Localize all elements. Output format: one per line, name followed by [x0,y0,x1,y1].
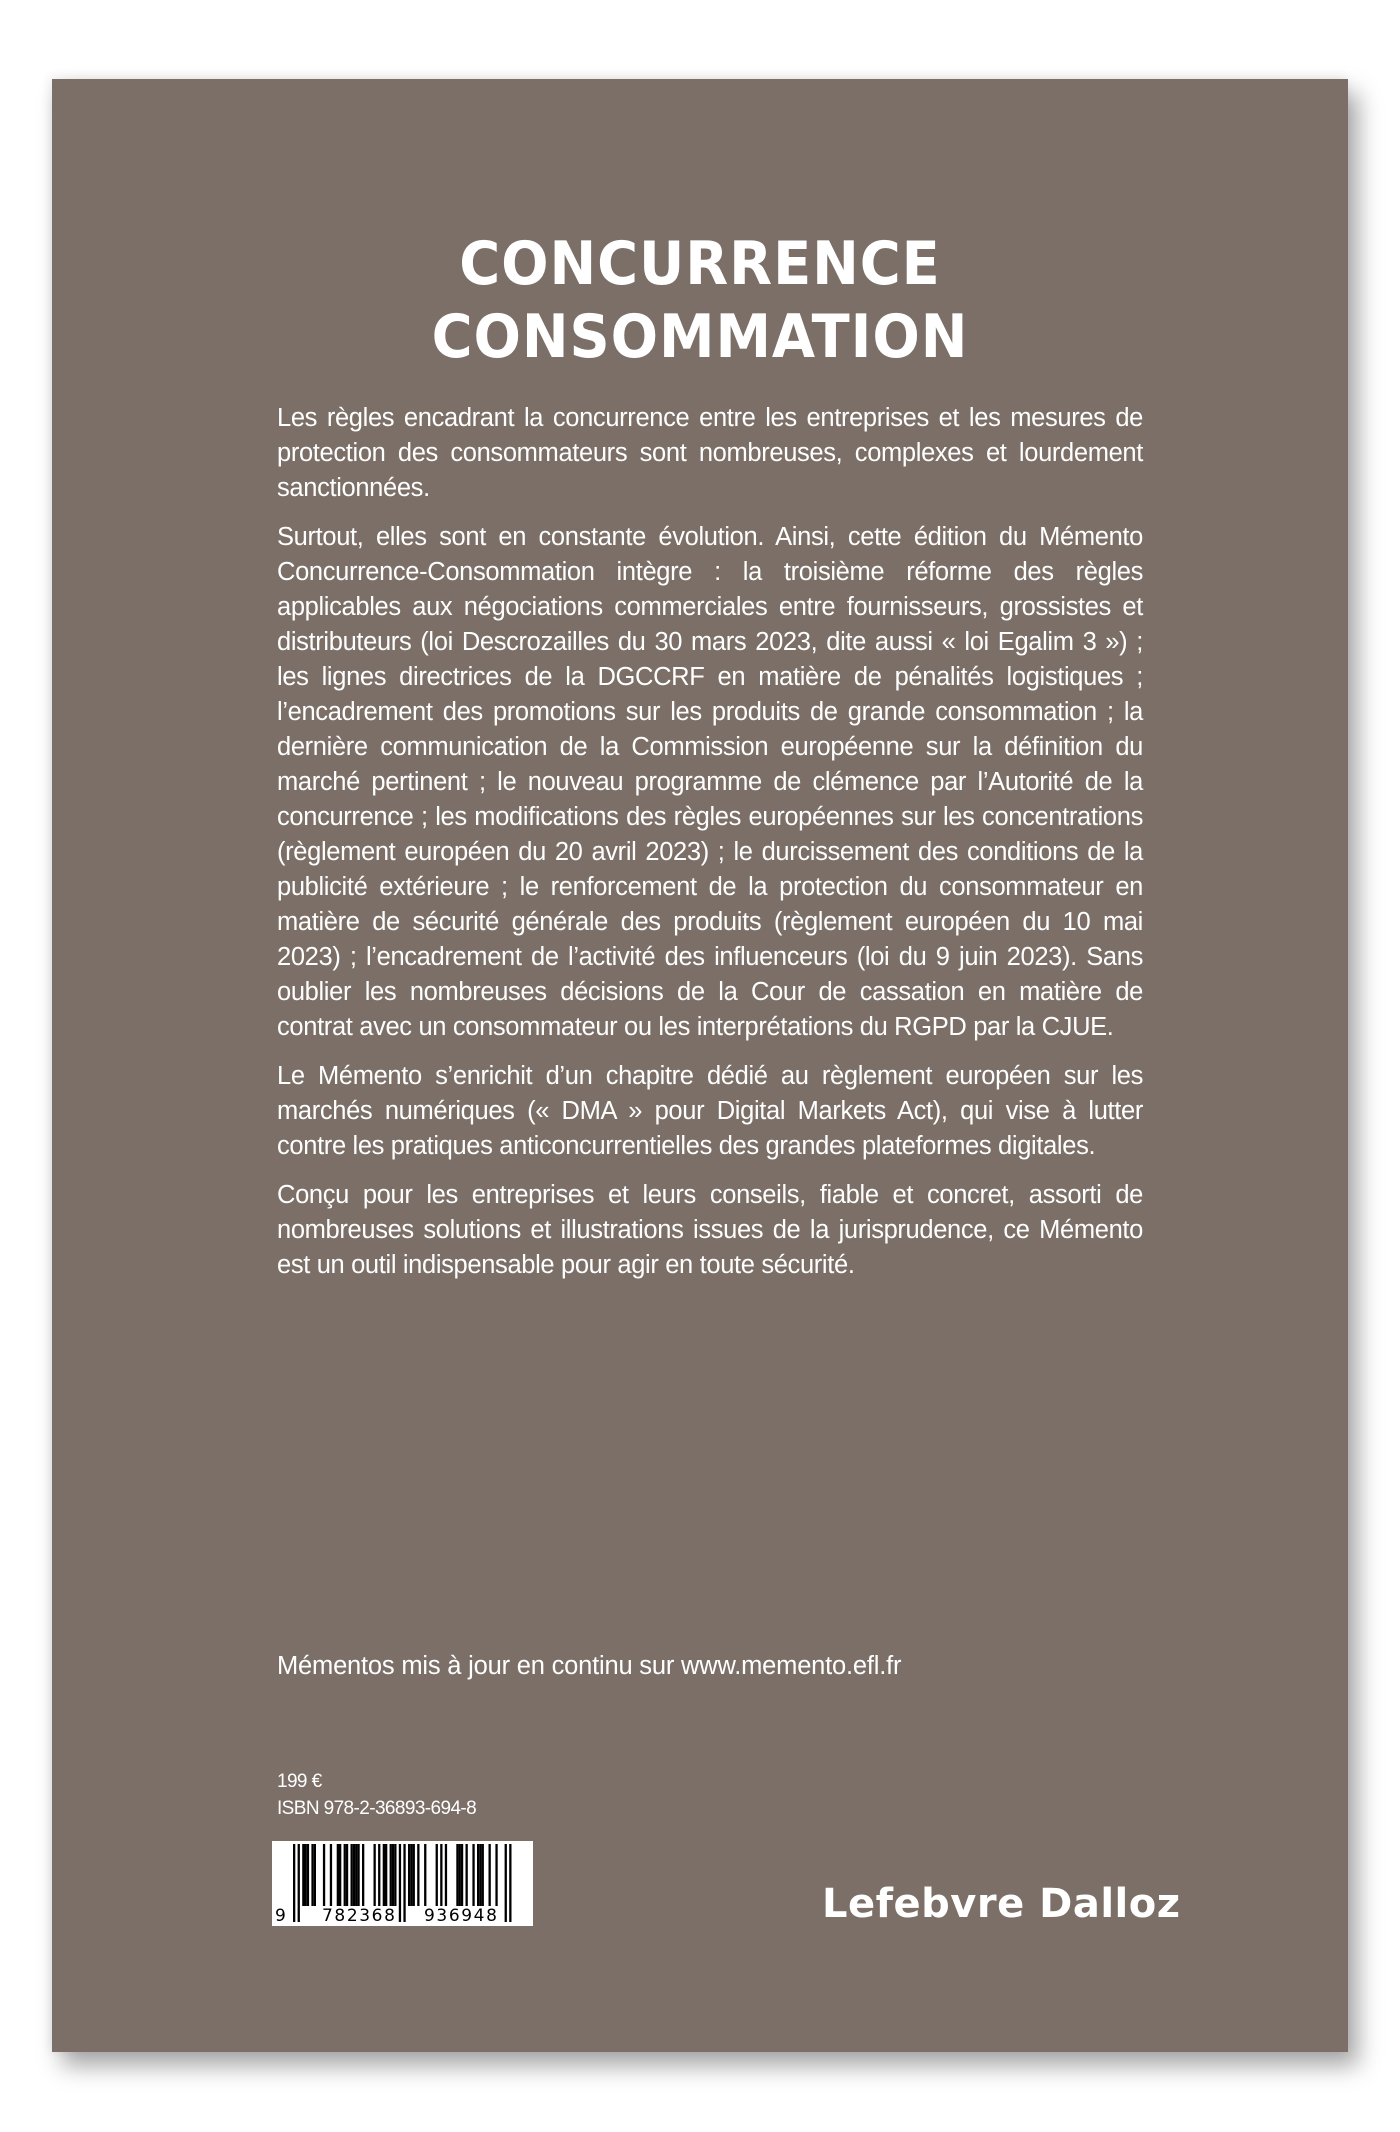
barcode-bar [355,1844,357,1906]
barcode-bar [385,1844,387,1906]
barcode-bar [445,1844,447,1906]
barcode-bar [378,1844,380,1906]
barcode-guard-bar [403,1844,405,1922]
website-line: Mémentos mis à jour en continu sur www.memento.efl.fr [277,1652,902,1680]
isbn: ISBN 978-2-36893-694-8 [277,1798,477,1819]
barcode-bar [339,1844,341,1906]
title-line-1: CONCURRENCE [459,229,941,299]
price: 199 € [277,1771,322,1792]
barcode-first-digit: 9 [275,1906,286,1926]
barcode-bar [440,1844,442,1906]
barcode-bar [374,1844,376,1906]
barcode-bar [459,1844,461,1906]
paragraph-conclusion: Conçu pour les entreprises et leurs conseils, fiable et concret, assorti de nombreuses solutions et illustrations issues de la jurisprudence, ce Mémento est un outil indispensable pour agir en toute sécurité. [277,1181,1143,1279]
barcode-bar [383,1844,385,1906]
barcode-bar [357,1844,359,1906]
publisher-logo: Lefebvre Dalloz [822,1881,1181,1927]
barcode-bar [410,1844,412,1906]
barcode-bar [307,1844,309,1906]
barcode-bar [351,1844,353,1906]
barcode-bar [479,1844,481,1906]
barcode-bar [394,1844,396,1906]
barcode-bar [466,1844,468,1906]
barcode-bar [495,1844,497,1906]
paragraph-updates: Surtout, elles sont en constante évolution. Ainsi, cette édition du Mémento Concurrence-Consommation intègre : la troisième réforme des règles applicables aux négociations commerciales entre fournisseurs, grossistes et distributeurs (loi Descrozailles du 30 mars 2023, dite aussi « loi Egalim 3 ») ; les lignes directrices de la DGCCRF en matière de pénalités logistiques ; l’encadrement des promotions sur les produits de grande consommation ; la dernière communication de la Commission européenne sur la définition du marché pertinent ; le nouveau programme de clémence par l’Autorité de la concurrence ; les modifications des règles européennes sur les concentrations (règlement européen du 20 avril 2023) ; le durcissement des conditions de la publicité extérieure ; le renforcement de la protection du consommateur en matière de sécurité générale des produits (règlement européen du 10 mai 2023) ; l’encadrement de l’activité des influenceurs (loi du 9 juin 2023). Sans oublier les nombreuses décisions de la Cour de cassation en matière de contrat avec un consommateur ou les interprétations du RGPD par la CJUE. [277,523,1143,1041]
barcode [272,1841,533,1926]
barcode-guard-bar [505,1844,507,1922]
barcode-bar [482,1844,484,1906]
barcode-bar [417,1844,419,1906]
barcode-bar [346,1844,348,1906]
barcode-bar [424,1844,426,1906]
barcode-bar [392,1844,394,1906]
barcode-bar [413,1844,415,1906]
barcode-guard-bar [509,1844,511,1922]
barcode-bar [408,1844,410,1906]
barcode-bar [314,1844,316,1906]
barcode-guard-bar [399,1844,401,1922]
book-title [97,228,1302,374]
title-line-2: CONSOMMATION [431,302,969,372]
paragraph-dma: Le Mémento s’enrichit d’un chapitre dédié au règlement européen sur les marchés numériques (« DMA » pour Digital Markets Act), qui vise à lutter contre les pratiques anticoncurrentielles des grandes plateformes digitales. [277,1062,1143,1160]
barcode-bar [436,1844,438,1906]
barcode-bar [461,1844,463,1906]
paragraph-intro: Les règles encadrant la concurrence entre les entreprises et les mesures de protection des consommateurs sont nombreuses, complexes et lourdement sanctionnées. [277,404,1143,502]
barcode-left-digits: 782368 [322,1906,397,1926]
barcode-bar [456,1844,458,1906]
barcode-bar [390,1844,392,1906]
barcode-bar [330,1844,332,1906]
barcode-bar [337,1844,339,1906]
barcode-bar [472,1844,474,1906]
barcode-bar [323,1844,325,1906]
barcode-guard-bar [298,1844,300,1922]
barcode-bar [311,1844,313,1906]
barcode-bar [362,1844,364,1906]
barcode-guard-bar [293,1844,295,1922]
barcode-bar [302,1844,304,1906]
barcode-bar [344,1844,346,1906]
barcode-bar [477,1844,479,1906]
barcode-right-digits: 936948 [424,1906,499,1926]
barcode-graphic [272,1841,533,1926]
book-back-cover [52,79,1348,2052]
barcode-bar [489,1844,491,1906]
description [277,401,1143,1297]
barcode-bar [353,1844,355,1906]
barcode-bar [305,1844,307,1906]
